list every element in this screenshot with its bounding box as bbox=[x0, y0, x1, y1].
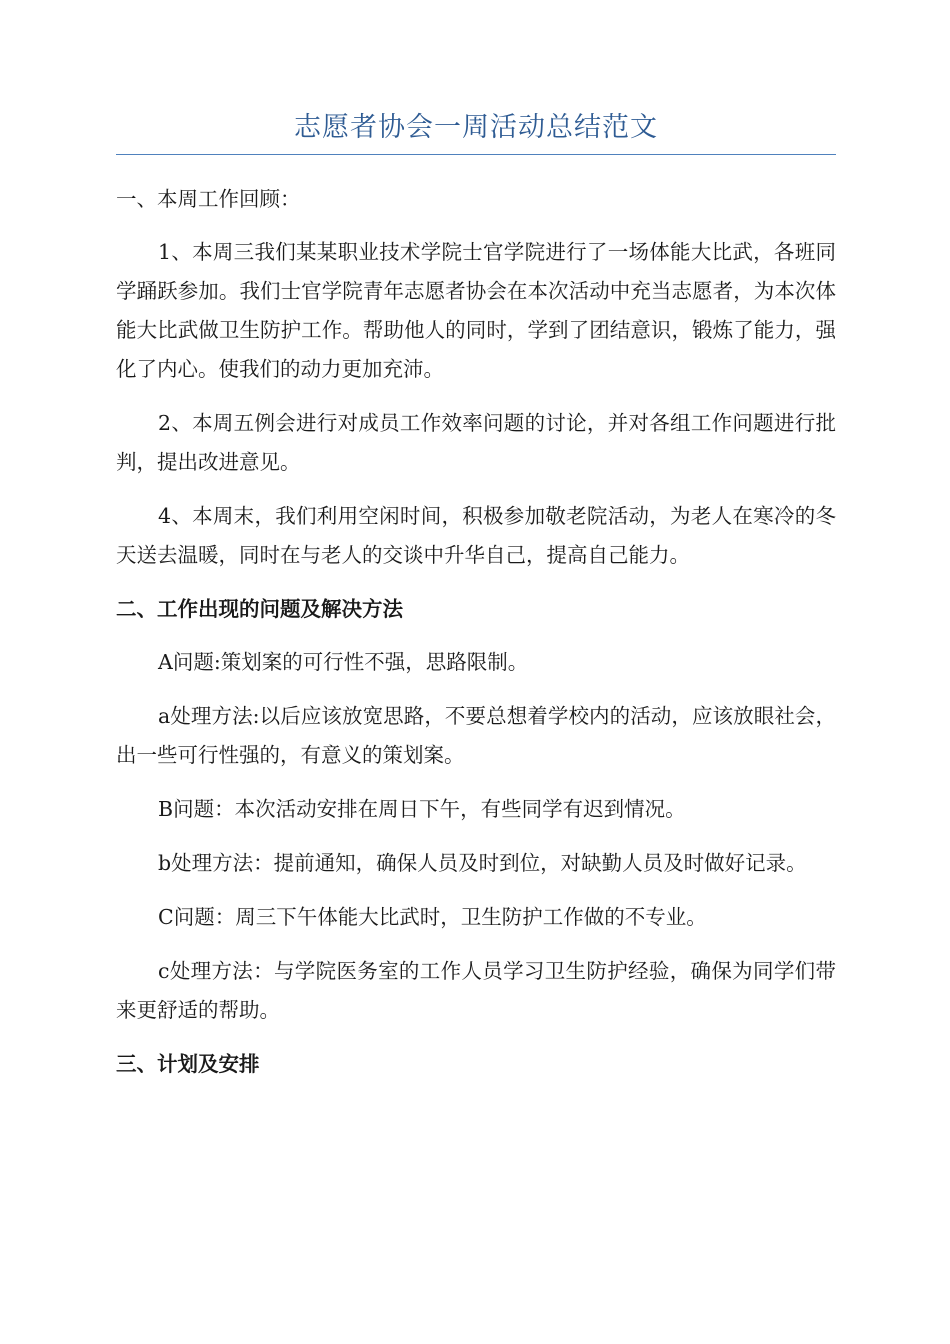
paragraph: 2、本周五例会进行对成员工作效率问题的讨论，并对各组工作问题进行批判，提出改进意见。 bbox=[116, 411, 836, 474]
document-title: 志愿者协会一周活动总结范文 bbox=[294, 112, 658, 143]
paragraph: A问题:策划案的可行性不强，思路限制。 bbox=[158, 650, 529, 674]
section-heading-problems: 二、工作出现的问题及解决方法 bbox=[116, 597, 403, 621]
document-page bbox=[116, 108, 836, 1082]
paragraph: c处理方法：与学院医务室的工作人员学习卫生防护经验，确保为同学们带来更舒适的帮助。 bbox=[116, 959, 836, 1022]
paragraph: B问题：本次活动安排在周日下午，有些同学有迟到情况。 bbox=[158, 797, 686, 821]
paragraph: C问题：周三下午体能大比武时，卫生防护工作做的不专业。 bbox=[158, 905, 707, 929]
paragraph: a处理方法:以后应该放宽思路，不要总想着学校内的活动，应该放眼社会，出一些可行性强的，有意义的策划案。 bbox=[116, 704, 836, 767]
title-underline bbox=[116, 154, 836, 155]
paragraph: 4、本周末，我们利用空闲时间，积极参加敬老院活动，为老人在寒冷的冬天送去温暖，同时在与老人的交谈中升华自己，提高自己能力。 bbox=[116, 504, 836, 567]
section-heading-plan: 三、计划及安排 bbox=[116, 1052, 260, 1076]
paragraph: 1、本周三我们某某职业技术学院士官学院进行了一场体能大比武，各班同学踊跃参加。我们士官学院青年志愿者协会在本次活动中充当志愿者，为本次体能大比武做卫生防护工作。帮助他人的同时，学到了团结意识，锻炼了能力，强化了内心。使我们的动力更加充沛。 bbox=[116, 240, 836, 381]
section-heading-review: 一、本周工作回顾： bbox=[116, 187, 301, 211]
paragraph: b处理方法：提前通知，确保人员及时到位，对缺勤人员及时做好记录。 bbox=[158, 851, 807, 875]
